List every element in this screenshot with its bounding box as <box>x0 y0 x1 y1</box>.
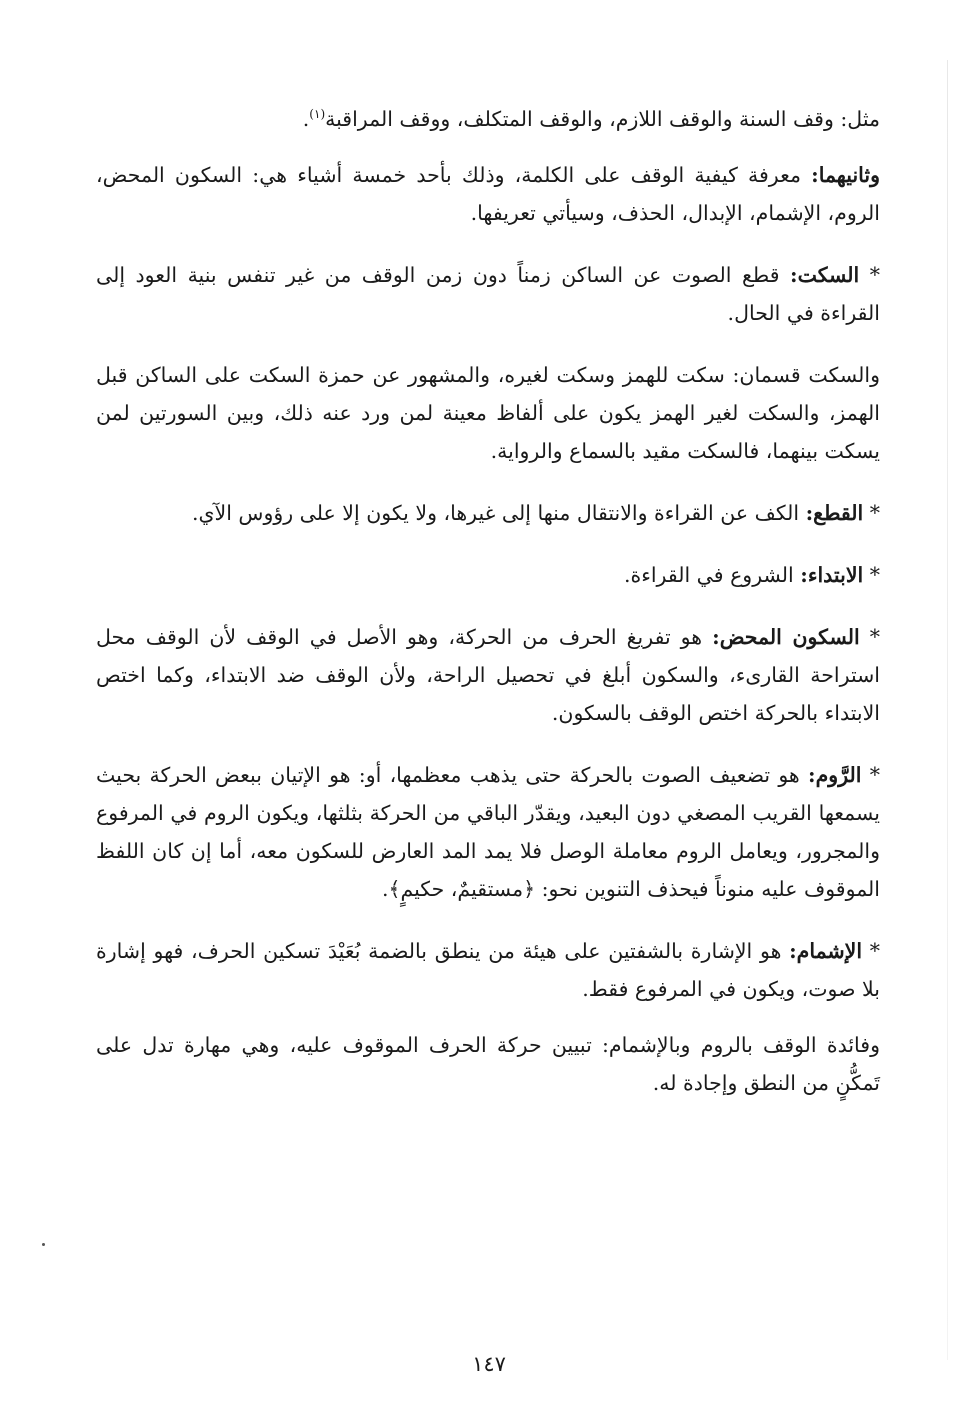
term-heading: الرَّوم: <box>808 763 862 787</box>
footnote-marker[interactable]: (١) <box>309 107 326 122</box>
paragraph-text: الشروع في القراءة. <box>623 563 801 587</box>
term-heading: الابتداء: <box>800 563 864 587</box>
paragraph-ishmam <box>96 932 880 1008</box>
paragraph-qat <box>96 494 880 532</box>
bullet-asterisk: * <box>861 763 880 787</box>
bullet-asterisk: * <box>862 939 880 963</box>
term-heading: الإشمام: <box>789 939 863 963</box>
term-heading: السكون المحض: <box>712 625 860 649</box>
paragraph-rawm <box>96 756 880 908</box>
paragraph-text: هو تفريغ الحرف من الحركة، وهو الأصل في الوقف لأن الوقف محل استراحة القارىء، والسكون أبلغ في تحصيل الراحة، ولأن الوقف ضد الابتداء، وكما اختص الابتداء بالحركة اختص الوقف بالسكون. <box>96 625 880 725</box>
paragraph-text: هو الإشارة بالشفتين على هيئة من ينطق بالضمة بُعَيْدَ تسكين الحرف، فهو إشارة بلا صوت، ويكون في المرفوع فقط. <box>96 939 880 1001</box>
paragraph-text: وفائدة الوقف بالروم وبالإشمام: تبيين حركة الحرف الموقوف عليه، وهي مهارة تدل على تَمكُّنٍ من النطق وإجادة له. <box>96 1033 880 1095</box>
paragraph-sukun-mahd <box>96 618 880 732</box>
term-heading: السكت: <box>790 263 860 287</box>
page-edge-shadow <box>947 60 948 1360</box>
bullet-asterisk: * <box>859 263 880 287</box>
paragraph-tail: . <box>302 107 310 131</box>
term-heading: القطع: <box>805 501 864 525</box>
paragraph-text: قطع الصوت عن الساكن زمناً دون زمن الوقف من غير تنفس بنية العود إلى القراءة في الحال. <box>96 263 880 325</box>
paragraph-text: والسكت قسمان: سكت للهمز وسكت لغيره، والمشهور عن حمزة السكت على الساكن قبل الهمز، والسكت لغير الهمز يكون على ألفاظ معينة لمن ورد عنه ذلك، وبين السورتين لمن يسكت بينهما، فالسكت مقيد بالسماع والرواية. <box>96 363 880 463</box>
bullet-asterisk: * <box>863 563 880 587</box>
bullet-asterisk: * <box>859 625 880 649</box>
bullet-asterisk: * <box>863 501 880 525</box>
paragraph-text: هو تضعيف الصوت بالحركة حتى يذهب معظمها، أو: هو الإتيان ببعض الحركة بحيث يسمعها القريب المصغي دون البعيد، ويقدّر الباقي من الحركة بثلثها، ويكون الروم في المرفوع والمجرور، ويعامل الروم معاملة الوصل فلا يمد المد العارض للسكون معه، أما إن كان اللفظ الموقوف عليه منوناً فيحذف التنوين نحو: ﴿مستقيمٌ، حكيمٍ﴾. <box>96 763 880 901</box>
paragraph-waqf-types <box>96 100 880 138</box>
paragraph-ibtida <box>96 556 880 594</box>
stray-ink-dot <box>42 1243 45 1246</box>
paragraph-text: الكف عن القراءة والانتقال منها إلى غيرها، ولا يكون إلا على رؤوس الآي. <box>191 501 806 525</box>
paragraph-benefit <box>96 1026 880 1102</box>
paragraph-second <box>96 156 880 232</box>
page-body <box>96 100 880 1126</box>
paragraph-sakt-types <box>96 356 880 470</box>
paragraph-text: مثل: وقف السنة والوقف اللازم، والوقف المتكلف، ووقف المراقبة <box>325 107 880 131</box>
page-number: ١٤٧ <box>472 1352 506 1376</box>
paragraph-text: معرفة كيفية الوقف على الكلمة، وذلك بأحد خمسة أشياء هي: السكون المحض، الروم، الإشمام، الإبدال، الحذف، وسيأتي تعريفها. <box>96 163 880 225</box>
term-heading: وثانيهما: <box>811 163 880 187</box>
paragraph-sakt <box>96 256 880 332</box>
